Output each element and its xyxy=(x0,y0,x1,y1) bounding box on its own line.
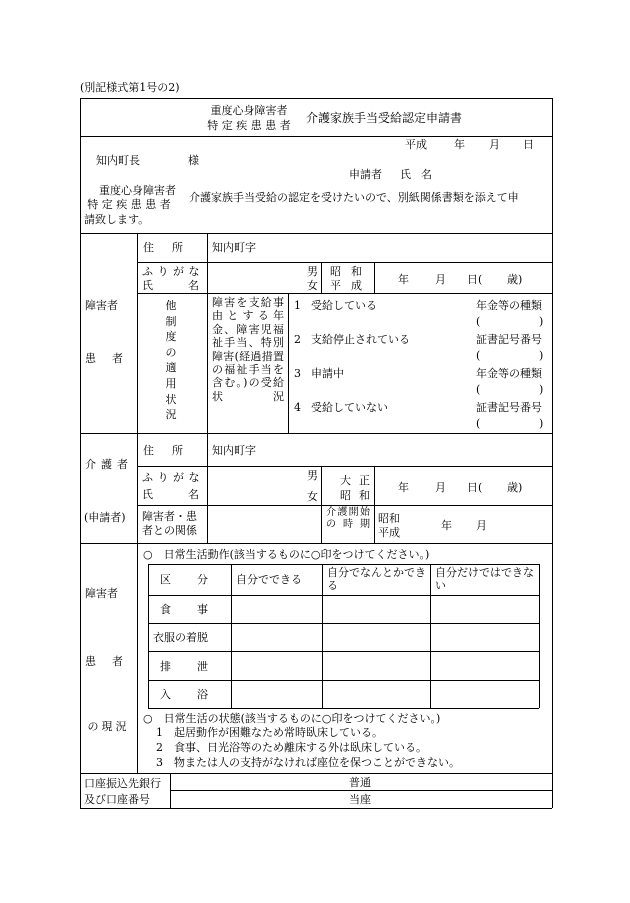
address-label: 住所 xyxy=(143,241,201,254)
era-showa: 昭和 xyxy=(330,265,372,278)
header-can-somehow: 自分でなんとかできる xyxy=(327,566,426,592)
daily-state-heading: ○ 日常生活の状態(該当するものに○印をつけてください。) xyxy=(143,712,441,725)
name-label: 氏名 xyxy=(142,279,234,292)
caregiver-era-taisho: 大正 xyxy=(340,474,378,487)
care-start-month: 月 xyxy=(476,519,487,532)
header-line2: 特 定 疾 患 患 者 xyxy=(207,119,291,132)
care-start-label: 介護開始の時期 xyxy=(326,507,370,530)
header-can-do: 自分でできる xyxy=(236,573,302,586)
caregiver-label: 介護者 xyxy=(85,458,133,471)
request-left2: 特 定 疾 患 患 者 xyxy=(87,198,171,211)
era-heisei: 平成 xyxy=(330,279,372,292)
caregiver-name-label: 氏名 xyxy=(142,488,234,501)
status-2-text: 支給停止されている xyxy=(311,333,410,346)
status-1-num: 1 xyxy=(294,299,301,312)
status-2-num: 2 xyxy=(294,333,301,346)
status-1-right: 年金等の種類 xyxy=(476,299,542,312)
status-2-right: 証書記号番号 xyxy=(476,333,542,346)
row-dressing: 衣服の着脱 xyxy=(153,631,208,644)
caregiver-gender-female: 女 xyxy=(307,490,318,503)
care-start-era-showa: 昭和 xyxy=(378,512,400,525)
addressee-honorific: 様 xyxy=(188,154,199,167)
disabled-label-top: 障害者 xyxy=(85,299,118,312)
request-text2: 請致します。 xyxy=(84,213,150,226)
caregiver-sub-label: (申請者) xyxy=(84,511,126,524)
request-left1: 重度心身障害者 xyxy=(99,184,176,197)
form-number: (別記様式第1号の2) xyxy=(80,81,180,94)
caregiver-gender-male: 男 xyxy=(307,469,318,482)
header-cannot: 自分だけではできない xyxy=(435,566,534,592)
daily-state-item-1: 1 起居動作が困難なため常時臥床している。 xyxy=(156,726,383,739)
form-title: 介護家族手当受給認定申請書 xyxy=(306,111,463,125)
status-4-right: 証書記号番号 xyxy=(476,401,542,414)
daily-actions-heading: ○ 日常生活動作(該当するものに○印をつけてください。) xyxy=(143,548,430,561)
bank-type-ordinary: 普通 xyxy=(349,776,371,789)
address-value: 知内町字 xyxy=(212,241,256,254)
caregiver-address-value: 知内町字 xyxy=(212,444,256,457)
status-1-text: 受給している xyxy=(311,299,377,312)
gender-male: 男 xyxy=(307,265,318,278)
other-system-desc: 障害を支給事由とする年金、障害児福祉手当、特別障害(経過措置の福祉手当を含む。)の受給状況 xyxy=(212,296,284,403)
bank-label-1: 口座振込先銀行 xyxy=(84,777,161,790)
other-system-label: 他制度の適用状況 xyxy=(165,299,177,422)
header-line1: 重度心身障害者 xyxy=(210,104,288,117)
care-start-era-heisei: 平成 xyxy=(378,526,400,539)
daily-state-item-3: 3 物または人の支持がなければ座位を保つことができない。 xyxy=(156,756,460,769)
status-4-text: 受給していない xyxy=(311,401,388,414)
request-text1: 介護家族手当受給の認定を受けたいので、別紙関係書類を添えて申 xyxy=(189,191,519,204)
gender-female: 女 xyxy=(307,279,318,292)
row-eating: 食事 xyxy=(160,603,234,616)
caregiver-address-label: 住所 xyxy=(143,444,201,457)
status-label-bottom: の現況 xyxy=(87,720,130,733)
status-label-mid: 患者 xyxy=(85,655,139,668)
furigana-label: ふりがな xyxy=(142,265,204,278)
bank-type-current: 当座 xyxy=(349,793,371,806)
status-3-text: 申請中 xyxy=(311,367,344,380)
caregiver-era-showa: 昭和 xyxy=(340,489,378,502)
disabled-label-bottom: 患者 xyxy=(85,352,139,365)
status-label-top: 障害者 xyxy=(85,587,118,600)
row-bathing: 入浴 xyxy=(160,688,234,701)
status-3-num: 3 xyxy=(294,367,301,380)
care-start-year: 年 xyxy=(441,519,452,532)
row-excretion: 排泄 xyxy=(160,660,234,673)
status-3-right: 年金等の種類 xyxy=(476,367,542,380)
relation-label: 障害者・患者との関係 xyxy=(142,510,197,537)
bank-label-2: 及び口座番号 xyxy=(84,793,150,806)
daily-state-item-2: 2 食事、日光浴等のため離床する外は臥床している。 xyxy=(156,741,427,754)
caregiver-furigana-label: ふりがな xyxy=(142,471,204,484)
addressee: 知内町長 xyxy=(96,154,140,167)
header-category: 区分 xyxy=(160,573,234,586)
status-4-num: 4 xyxy=(294,401,301,414)
